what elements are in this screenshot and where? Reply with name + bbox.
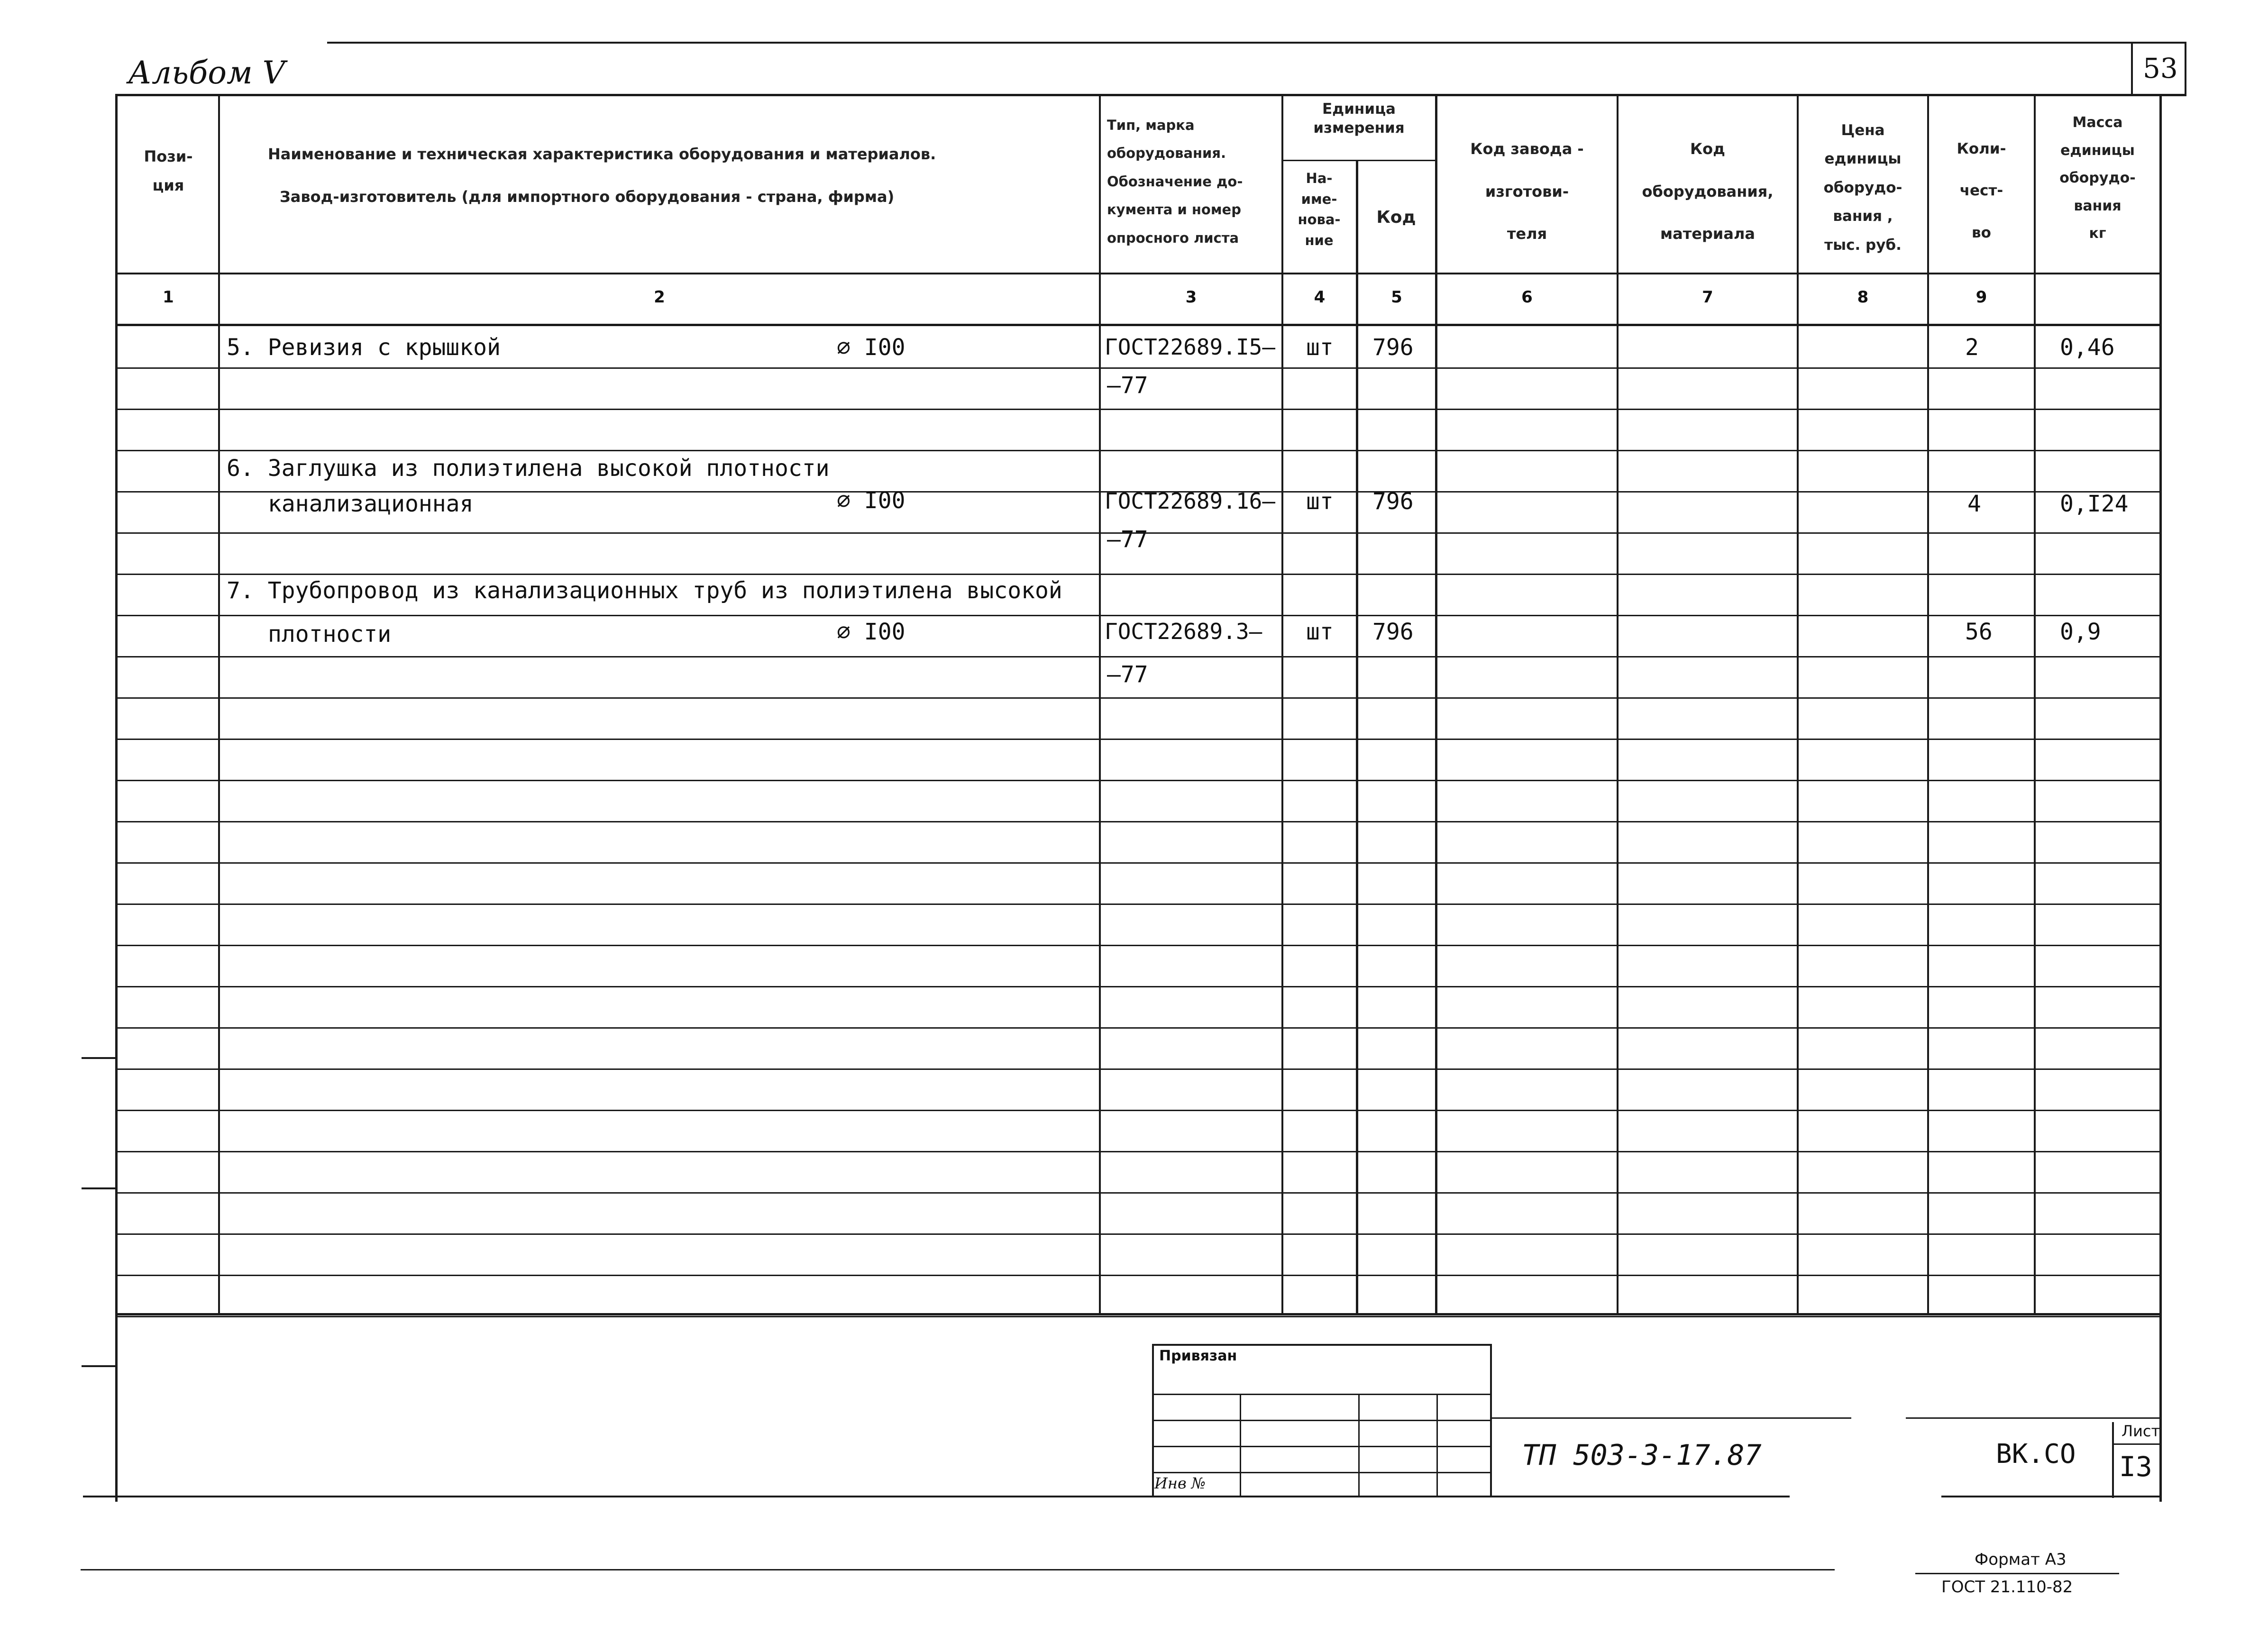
col-divider-8 bbox=[1927, 94, 1929, 1314]
page-number-box-left bbox=[2131, 42, 2133, 94]
stamp-col-1 bbox=[1240, 1394, 1241, 1496]
item-5-document: ГОСТ22689.I5– bbox=[1105, 334, 1276, 360]
column-number-7: 7 bbox=[1702, 288, 1713, 307]
margin-tick-1 bbox=[82, 1057, 117, 1059]
stamp-row-3 bbox=[1152, 1446, 1491, 1447]
header-equipment-code: Код оборудования, материала bbox=[1642, 140, 1774, 243]
item-7-name: 7. Трубопровод из канализационных труб из полиэтилена высокой bbox=[227, 577, 1062, 604]
row-rule bbox=[116, 1027, 2162, 1029]
row-rule bbox=[116, 409, 2162, 410]
header-unit-name: На- име- нова- ние bbox=[1298, 170, 1341, 248]
footer-rule-right bbox=[1915, 1573, 2119, 1574]
row-rule bbox=[116, 986, 2162, 987]
column-number-8: 8 bbox=[1857, 288, 1869, 307]
item-7-mass: 0,9 bbox=[2060, 619, 2101, 645]
col-divider-1 bbox=[218, 94, 220, 1314]
item-7-document-cont: –77 bbox=[1107, 661, 1148, 688]
item-6-name-cont: канализационная bbox=[268, 491, 474, 517]
row-rule bbox=[116, 1151, 2162, 1152]
item-7-quantity: 56 bbox=[1965, 619, 1993, 645]
item-5-quantity: 2 bbox=[1965, 334, 1979, 361]
column-number-6: 6 bbox=[1521, 288, 1533, 307]
stamp-col-3 bbox=[1436, 1394, 1438, 1496]
grid-bottom-line bbox=[116, 1313, 2162, 1315]
title-block-line-bottom-right bbox=[1941, 1496, 2162, 1497]
margin-tick-2 bbox=[82, 1187, 117, 1189]
row-rule bbox=[116, 1192, 2162, 1194]
album-label: Альбом V bbox=[128, 55, 285, 91]
header-name-line1: Наименование и техническая характеристика оборудования и материалов. bbox=[268, 145, 936, 163]
item-6-diameter: ∅ I00 bbox=[837, 487, 905, 514]
header-factory-code: Код завода - изготови- теля bbox=[1470, 140, 1584, 243]
row-rule bbox=[116, 821, 2162, 822]
row-rule bbox=[116, 367, 2162, 369]
stamp-col-2 bbox=[1358, 1394, 1360, 1496]
document-code: ТП 503-3-17.87 bbox=[1522, 1439, 1762, 1472]
col-divider-7 bbox=[1797, 94, 1799, 1314]
item-7-document: ГОСТ22689.3– bbox=[1105, 619, 1262, 644]
item-6-document: ГОСТ22689.16– bbox=[1105, 488, 1276, 514]
row-rule bbox=[116, 1068, 2162, 1070]
row-rule bbox=[116, 656, 2162, 657]
item-7-unit: шт bbox=[1306, 619, 1334, 645]
item-5-diameter: ∅ I00 bbox=[837, 334, 905, 361]
item-6-unit: шт bbox=[1306, 488, 1334, 515]
col-divider-5 bbox=[1435, 94, 1437, 1314]
item-6-name: 6. Заглушка из полиэтилена высокой плотности bbox=[227, 455, 830, 482]
stamp-box-top bbox=[1152, 1344, 1491, 1346]
sheet-label: Лист bbox=[2122, 1422, 2160, 1440]
row-rule bbox=[116, 450, 2162, 451]
item-6-document-cont: –77 bbox=[1107, 526, 1148, 553]
stamp-attached-label: Привязан bbox=[1159, 1348, 1237, 1364]
row-rule bbox=[116, 615, 2162, 616]
stamp-row-4 bbox=[1152, 1472, 1491, 1473]
item-5-mass: 0,46 bbox=[2060, 334, 2115, 361]
header-price: Цена единицы оборудо- вания , тыс. руб. bbox=[1823, 122, 1902, 254]
item-6-mass: 0,I24 bbox=[2060, 491, 2129, 517]
col-divider-2 bbox=[1099, 94, 1101, 1314]
sheet-box-divider bbox=[2112, 1443, 2162, 1445]
row-rule bbox=[116, 574, 2162, 575]
item-5-name: 5. Ревизия с крышкой bbox=[227, 334, 501, 361]
page-number: 53 bbox=[2143, 52, 2178, 84]
item-6-quantity: 4 bbox=[1967, 491, 1981, 517]
row-rule bbox=[116, 945, 2162, 946]
column-number-2: 2 bbox=[654, 288, 665, 307]
header-unit-code: Код bbox=[1376, 208, 1416, 227]
item-7-diameter: ∅ I00 bbox=[837, 619, 905, 645]
title-block-line-left bbox=[1491, 1417, 1851, 1419]
top-rule bbox=[327, 42, 2186, 44]
header-bottom-line bbox=[116, 273, 2162, 274]
header-position: Пози- ция bbox=[144, 147, 193, 194]
column-number-1: 1 bbox=[163, 288, 174, 307]
footer-rule bbox=[81, 1569, 1835, 1570]
item-5-document-cont: –77 bbox=[1107, 372, 1148, 399]
column-number-9: 9 bbox=[1975, 288, 1987, 307]
row-rule bbox=[116, 862, 2162, 864]
row-rule bbox=[116, 697, 2162, 699]
row-rule bbox=[116, 739, 2162, 740]
header-type: Тип, марка оборудования. Обозначение до- кумента и номер опросного листа bbox=[1107, 117, 1243, 246]
table-top-border bbox=[116, 94, 2186, 96]
item-7-code: 796 bbox=[1372, 619, 1414, 645]
column-number-4: 4 bbox=[1314, 288, 1326, 307]
table-bottom-border bbox=[83, 1496, 1790, 1497]
column-number-3: 3 bbox=[1185, 288, 1197, 307]
item-5-code: 796 bbox=[1372, 334, 1414, 361]
stamp-row-2 bbox=[1152, 1420, 1491, 1421]
column-number-bottom-line bbox=[116, 324, 2162, 326]
title-block-line-right bbox=[1906, 1417, 2162, 1419]
col-divider-9 bbox=[2034, 94, 2036, 1314]
header-mass: Масса единицы оборудо- вания кг bbox=[2059, 114, 2136, 242]
row-rule bbox=[116, 904, 2162, 905]
item-5-unit: шт bbox=[1306, 334, 1334, 361]
stamp-row-1 bbox=[1152, 1394, 1491, 1395]
column-number-5: 5 bbox=[1391, 288, 1402, 307]
col-divider-4 bbox=[1356, 160, 1358, 1314]
sheet-box-left bbox=[2112, 1422, 2114, 1498]
page-number-box-right bbox=[2185, 42, 2186, 94]
table-left-border bbox=[115, 94, 118, 1502]
unit-subheader-line bbox=[1281, 160, 1436, 161]
header-quantity: Коли- чест- во bbox=[1957, 140, 2006, 241]
col-divider-10 bbox=[2159, 94, 2162, 1314]
row-rule bbox=[116, 1233, 2162, 1235]
header-unit: Единица измерения bbox=[1313, 100, 1405, 137]
document-mark: ВК.СО bbox=[1996, 1439, 2076, 1469]
row-rule bbox=[116, 1316, 2162, 1317]
format-label: Формат А3 bbox=[1975, 1550, 2067, 1569]
col-divider-6 bbox=[1617, 94, 1619, 1314]
stamp-inventory-label: Инв № bbox=[1154, 1474, 1206, 1492]
sheet-number: I3 bbox=[2119, 1451, 2152, 1483]
row-rule bbox=[116, 1275, 2162, 1276]
item-6-code: 796 bbox=[1372, 488, 1414, 515]
row-rule bbox=[116, 1110, 2162, 1111]
row-rule bbox=[116, 780, 2162, 781]
gost-label: ГОСТ 21.110-82 bbox=[1941, 1578, 2073, 1597]
margin-tick-3 bbox=[82, 1365, 117, 1367]
col-divider-3 bbox=[1281, 94, 1283, 1314]
header-name-line2: Завод-изготовитель (для импортного оборудования - страна, фирма) bbox=[280, 188, 895, 206]
item-7-name-cont: плотности bbox=[268, 621, 392, 648]
